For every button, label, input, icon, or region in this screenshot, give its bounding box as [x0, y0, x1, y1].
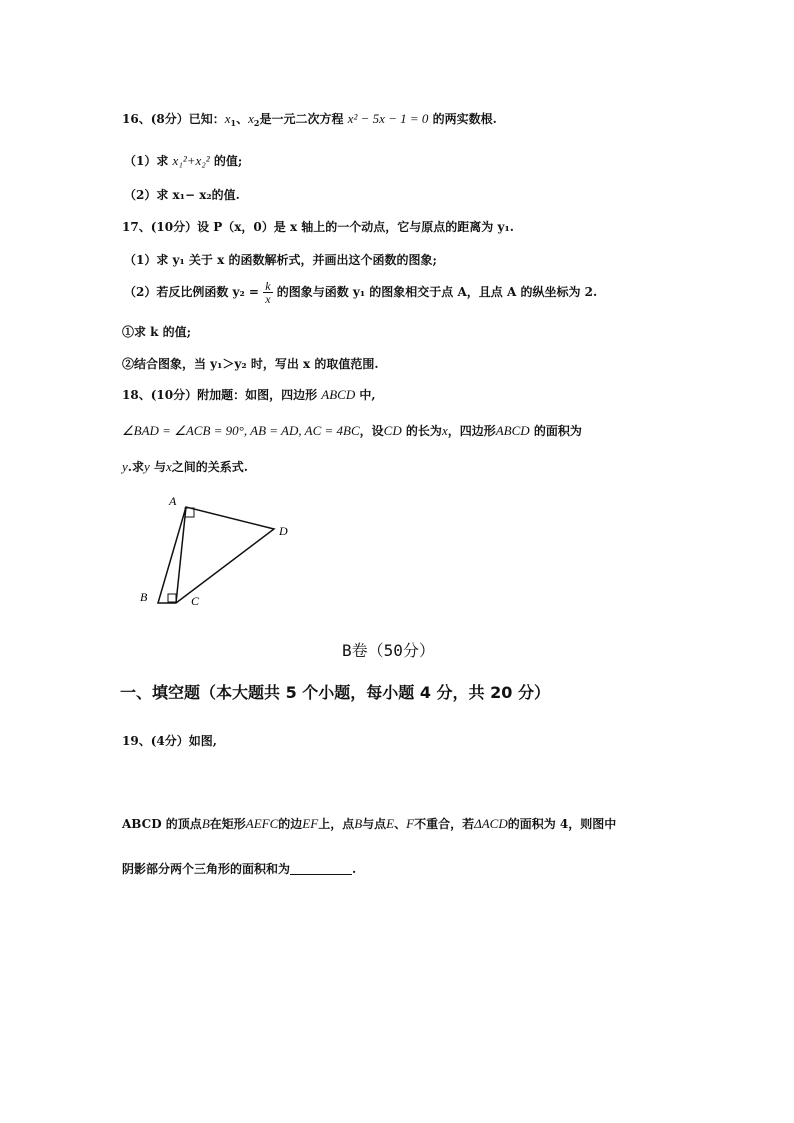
right-angle-mark-c — [168, 594, 176, 602]
q16-equation: x² − 5x − 1 = 0 — [347, 111, 429, 126]
q16-stem: 16、(8分）已知：$x_1$、$x_2$是一元二次方程 x² − 5x − 1 = 0 的两实数根. — [122, 111, 497, 128]
fraction-k-over-x: $\frac{k}{x}$ — [265, 279, 271, 306]
label-c: C — [191, 594, 200, 608]
q18-conditions: ∠BAD = ∠ACB = 90°, AB = AD, AC = 4BC，设CD 的长为x，四边形ABCD 的面积为 — [122, 423, 582, 438]
q16-part1: （1）求 x₁²+x₂² 的值; — [124, 153, 243, 168]
quadrilateral-outline — [158, 507, 274, 603]
label-d: D — [279, 524, 288, 538]
section-fill-blank-heading: 一、填空题（本大题共 5 个小题，每小题 4 分，共 20 分） — [120, 683, 550, 702]
q17-sub1: ①求 k 的值; — [122, 325, 192, 339]
q17-stem: 17、(10分）设 P（x，0）是 x 轴上的一个动点，它与原点的距离为 y₁. — [122, 220, 514, 234]
quadrilateral-figure — [130, 490, 300, 610]
q18-question: y.求y 与x之间的关系式. — [122, 459, 248, 474]
answer-blank[interactable] — [290, 864, 352, 875]
q17-part1: （1）求 y₁ 关于 x 的函数解析式，并画出这个函数的图象; — [124, 253, 437, 267]
q16-part2: （2）求 x₁− x₂的值. — [124, 188, 240, 202]
q17-part2: （2）若反比例函数 y₂ = $\frac{k}{x}$ 的图象与函数 y₁ 的图象相交于点 A，且点 A 的纵坐标为 2. — [124, 279, 598, 306]
q18-stem: 18、(10分）附加题：如图，四边形 ABCD 中, — [122, 387, 376, 402]
label-a: A — [169, 494, 177, 508]
label-b: B — [140, 590, 148, 604]
q17-sub2: ②结合图象，当 y₁＞y₂ 时，写出 x 的取值范围. — [122, 357, 379, 371]
section-b-title: B卷（50分） — [342, 641, 435, 660]
diagonal-ac — [176, 507, 186, 603]
q19-stem: 19、(4分）如图, — [122, 734, 217, 748]
q19-answer-line: 阴影部分两个三角形的面积和为 . — [122, 862, 357, 876]
q19-paragraph: ABCD 的顶点B在矩形AEFC的边EF上，点B与点E、F不重合，若ΔACD的面积为 4，则图中 — [122, 816, 617, 831]
